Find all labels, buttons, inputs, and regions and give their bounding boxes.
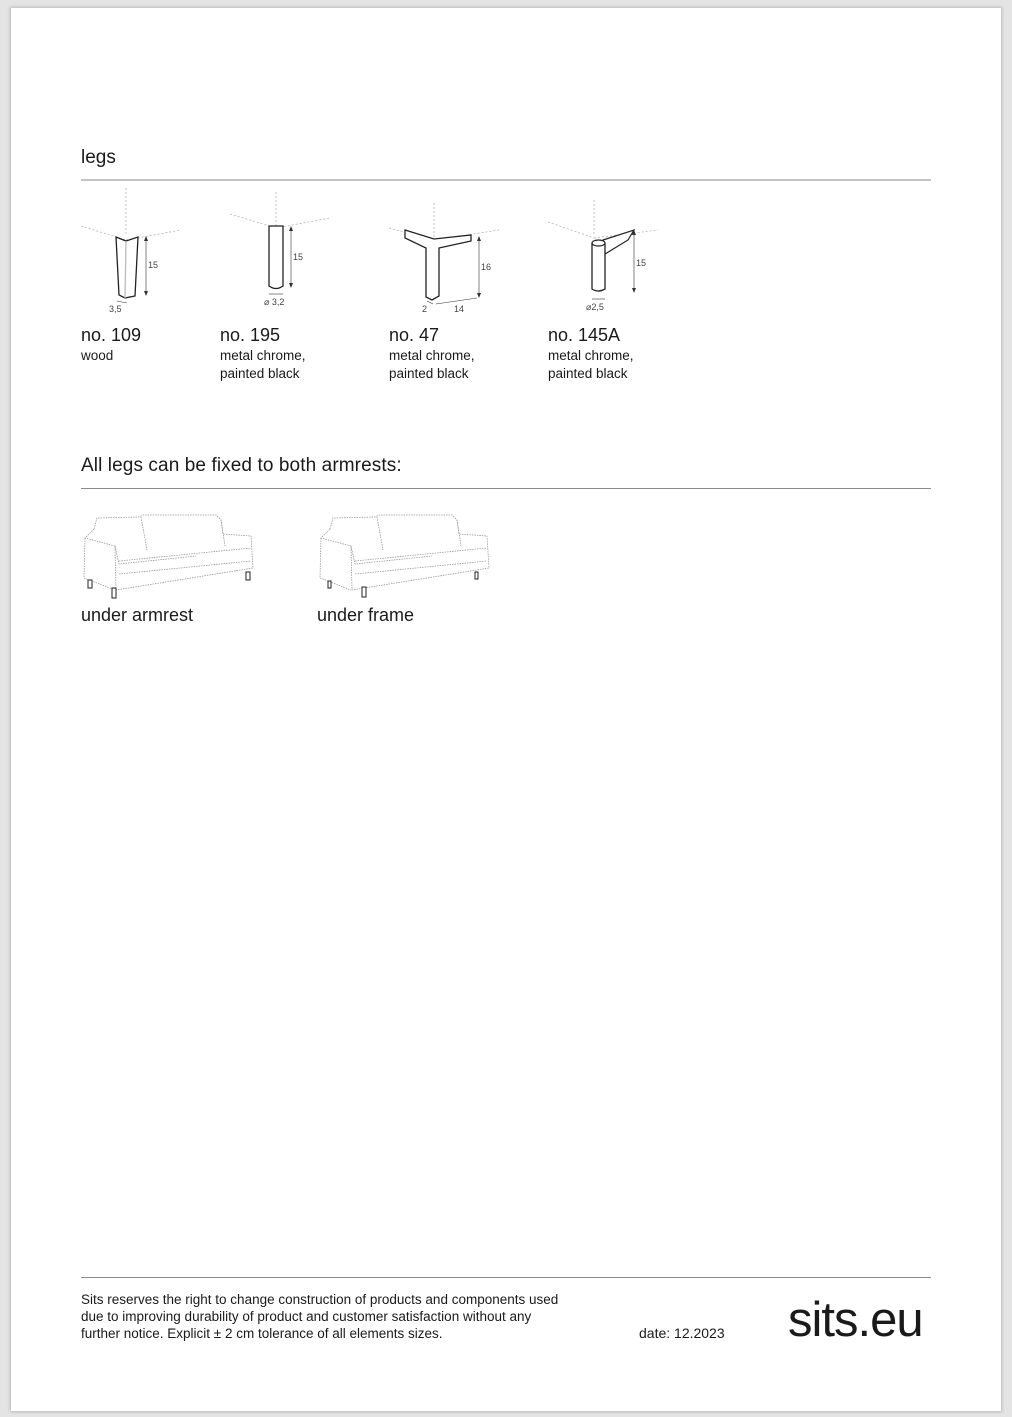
leg-material-line: painted black	[220, 366, 300, 381]
dim-height: 16	[481, 262, 492, 272]
angled-cylinder-leg-icon	[548, 188, 668, 318]
leg-material-line: painted black	[548, 366, 628, 381]
leg-material-line: metal chrome,	[220, 348, 306, 363]
tapered-wood-leg-icon	[81, 188, 191, 318]
legs-heading: legs	[81, 147, 116, 168]
disclaimer-line: Sits reserves the right to change construction of products and components used	[81, 1292, 559, 1307]
armrests-heading: All legs can be fixed to both armrests:	[81, 455, 402, 476]
leg-item-145a	[548, 188, 708, 381]
leg-name: no. 145A	[548, 325, 621, 345]
cylinder-leg-icon	[220, 188, 340, 318]
leg-material	[548, 347, 688, 383]
dim-diameter: ⌀ 3,2	[264, 297, 285, 307]
brand-logo: sits.eu	[788, 1293, 923, 1347]
dim-height: 15	[148, 260, 159, 270]
dim-width: 2	[422, 304, 428, 314]
footer-date: date: 12.2023	[639, 1325, 725, 1341]
leg-name: no. 47	[389, 325, 440, 345]
footer-disclaimer	[81, 1291, 601, 1342]
leg-material-line: metal chrome,	[548, 348, 634, 363]
dim-diameter: ⌀2,5	[586, 302, 604, 312]
disclaimer-line: further notice. Explicit ± 2 cm tolerance of all elements sizes.	[81, 1326, 443, 1341]
sofa-option-label: under frame	[317, 605, 415, 625]
footer-divider	[81, 1277, 931, 1278]
leg-material-line: wood	[81, 348, 114, 363]
legs-divider	[81, 179, 931, 181]
dim-width: 3,5	[109, 304, 122, 314]
leg-name: no. 109	[81, 325, 142, 345]
dim-height: 15	[636, 258, 647, 268]
sofa-option-label: under armrest	[81, 605, 194, 625]
leg-name: no. 195	[220, 325, 281, 345]
dim-height: 15	[293, 252, 304, 262]
t-shaped-leg-icon	[389, 188, 509, 318]
leg-material	[389, 347, 529, 383]
leg-material-line: painted black	[389, 366, 469, 381]
dim-length: 14	[454, 304, 465, 314]
armrests-divider	[81, 488, 931, 489]
leg-item-195	[220, 188, 380, 381]
sofa-option-under-armrest	[81, 506, 271, 625]
leg-material-line: metal chrome,	[389, 348, 475, 363]
sofa-legs-under-frame-icon	[317, 506, 497, 601]
leg-material	[220, 347, 360, 383]
leg-item-47	[389, 188, 549, 381]
disclaimer-line: due to improving durability of product and customer satisfaction without any	[81, 1309, 532, 1324]
sofa-legs-under-armrest-icon	[81, 506, 261, 601]
leg-item-109	[81, 188, 241, 363]
document-page	[11, 8, 1001, 1411]
sofa-option-under-frame	[317, 506, 507, 625]
leg-material	[81, 347, 221, 365]
